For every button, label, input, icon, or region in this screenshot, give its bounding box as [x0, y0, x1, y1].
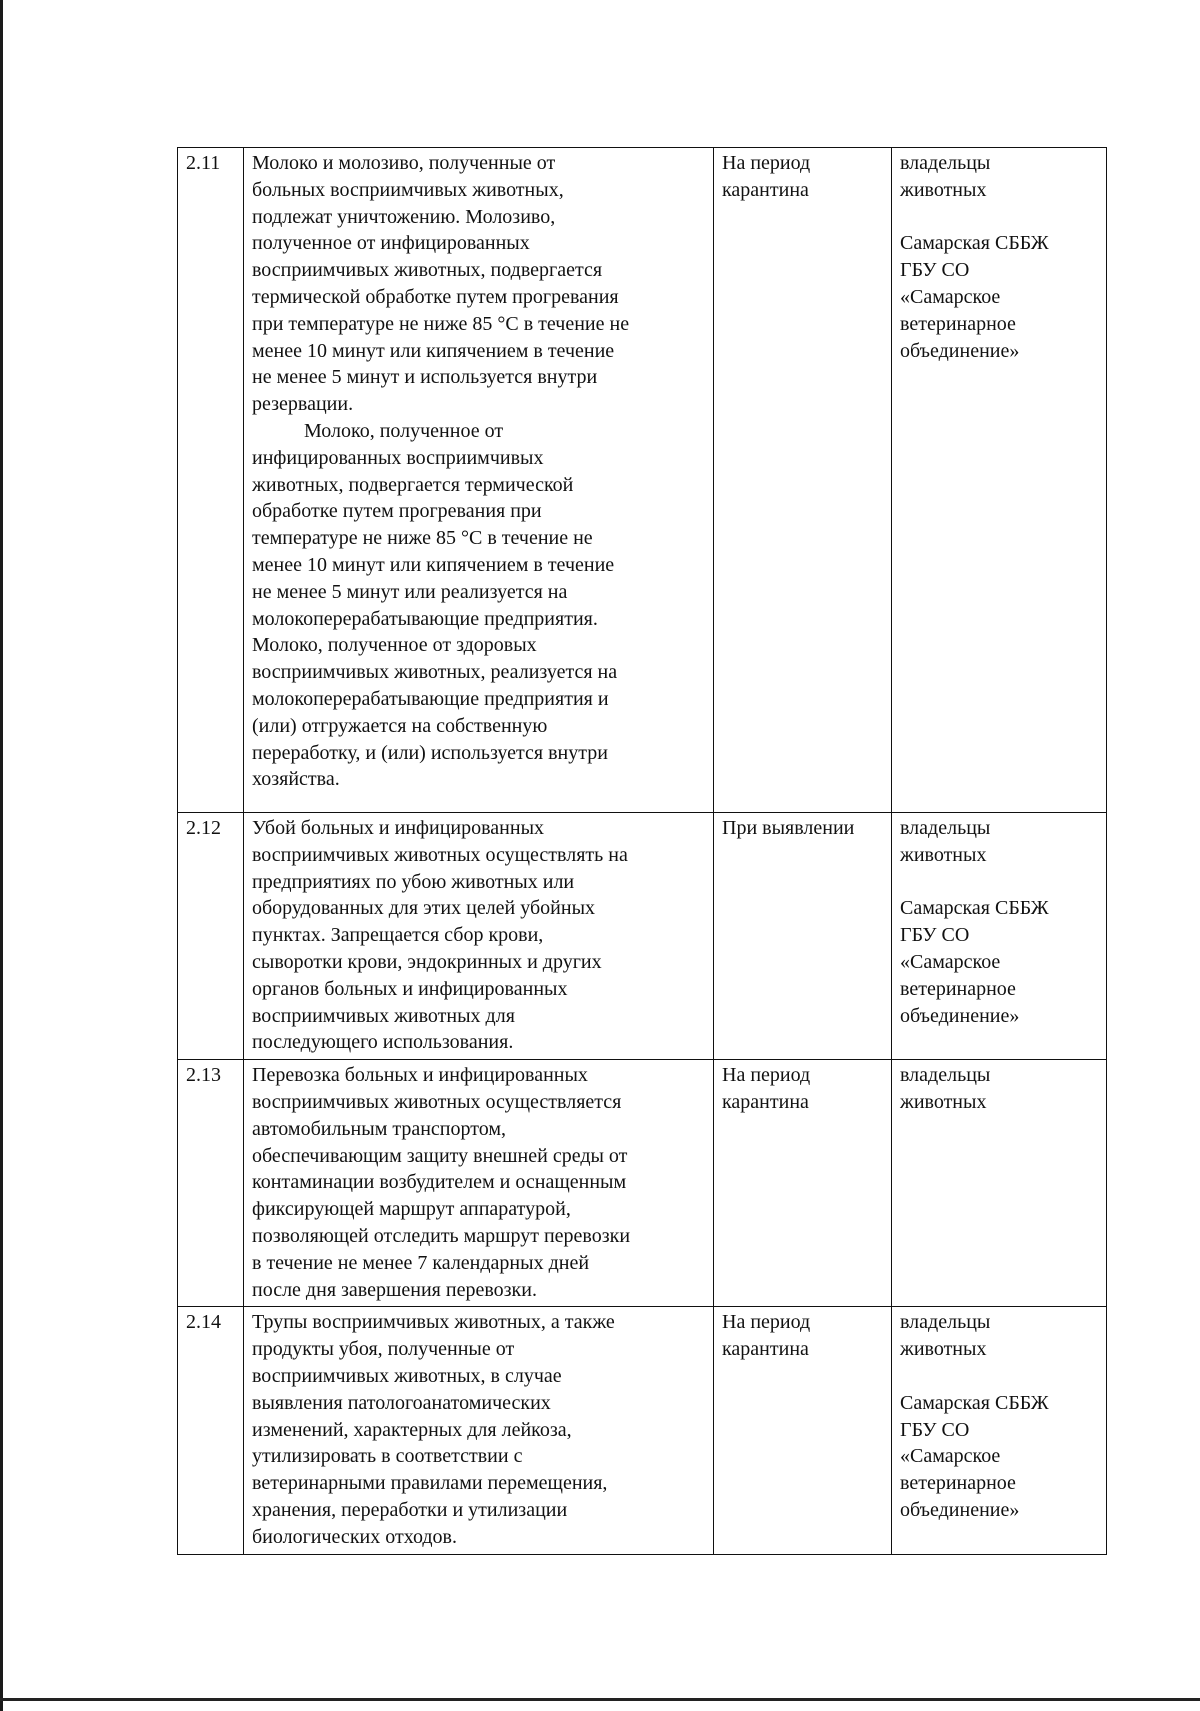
measure-responsible: владельцы животных Самарская СББЖ ГБУ СО «Самарское ветеринарное объединение»	[892, 148, 1107, 813]
scan-edge-left	[0, 0, 3, 1711]
measure-responsible: владельцы животных Самарская СББЖ ГБУ СО «Самарское ветеринарное объединение»	[892, 1307, 1107, 1554]
measure-term: На период карантина	[714, 1060, 892, 1307]
measure-paragraph: Молоко, полученное от инфицированных восприимчивых животных, подвергается термической обработке путем прогревания при температуре не ниже 85 °С в течение не менее 10 минут или кипячением в течение не менее 5 минут или реализуется на молокоперерабатывающие предприятия. Молоко, полученное от здоровых восприимчивых животных, реализуется на молокоперерабатывающие предприятия и (или) отгружается на собственную переработку, и (или) используется внутри хозяйства.	[252, 419, 618, 791]
measure-text	[244, 813, 714, 1060]
row-number: 2.11	[178, 148, 244, 813]
measure-paragraph: Убой больных и инфицированных восприимчивых животных осуществлять на предприятиях по убою животных или оборудованных для этих целей убойных пунктах. Запрещается сбор крови, сыворотки крови, эндокринных и других органов больных и инфицированных восприимчивых животных для последующего использования.	[252, 817, 628, 1054]
measure-term: На период карантина	[714, 1307, 892, 1554]
measure-paragraph: Молоко и молозиво, полученные от больных восприимчивых животных, подлежат уничтожению. Молозиво, полученное от инфицированных восприимчивых животных, подвергается термической обработке путем прогревания при температуре не ниже 85 °С в течение не менее 10 минут или кипячением в течение не менее 5 минут и используется внутри резервации.	[252, 152, 630, 416]
measure-text	[244, 1060, 714, 1307]
measure-term: На период карантина	[714, 148, 892, 813]
measure-responsible: владельцы животных	[892, 1060, 1107, 1307]
scan-edge-bottom	[0, 1698, 1200, 1701]
table-row	[178, 813, 1107, 1060]
measures-table	[177, 147, 1107, 1555]
measure-paragraph: Перевозка больных и инфицированных восприимчивых животных осуществляется автомобильным транспортом, обеспечивающим защиту внешней среды от контаминации возбудителем и оснащенным фиксирующей маршрут аппаратурой, позволяющей отследить маршрут перевозки в течение не менее 7 календарных дней после дня завершения перевозки.	[252, 1064, 631, 1301]
measure-text	[244, 148, 714, 813]
measure-paragraph: Трупы восприимчивых животных, а также продукты убоя, полученные от восприимчивых животных, в случае выявления патологоанатомических изменений, характерных для лейкоза, утилизировать в соответствии с ветеринарными правилами перемещения, хранения, переработки и утилизации биологических отходов.	[252, 1311, 615, 1548]
measure-term: При выявлении	[714, 813, 892, 1060]
measure-responsible: владельцы животных Самарская СББЖ ГБУ СО «Самарское ветеринарное объединение»	[892, 813, 1107, 1060]
table-row	[178, 1060, 1107, 1307]
table-row	[178, 1307, 1107, 1554]
measure-text	[244, 1307, 714, 1554]
row-number: 2.14	[178, 1307, 244, 1554]
table-row	[178, 148, 1107, 813]
row-number: 2.12	[178, 813, 244, 1060]
row-number: 2.13	[178, 1060, 244, 1307]
